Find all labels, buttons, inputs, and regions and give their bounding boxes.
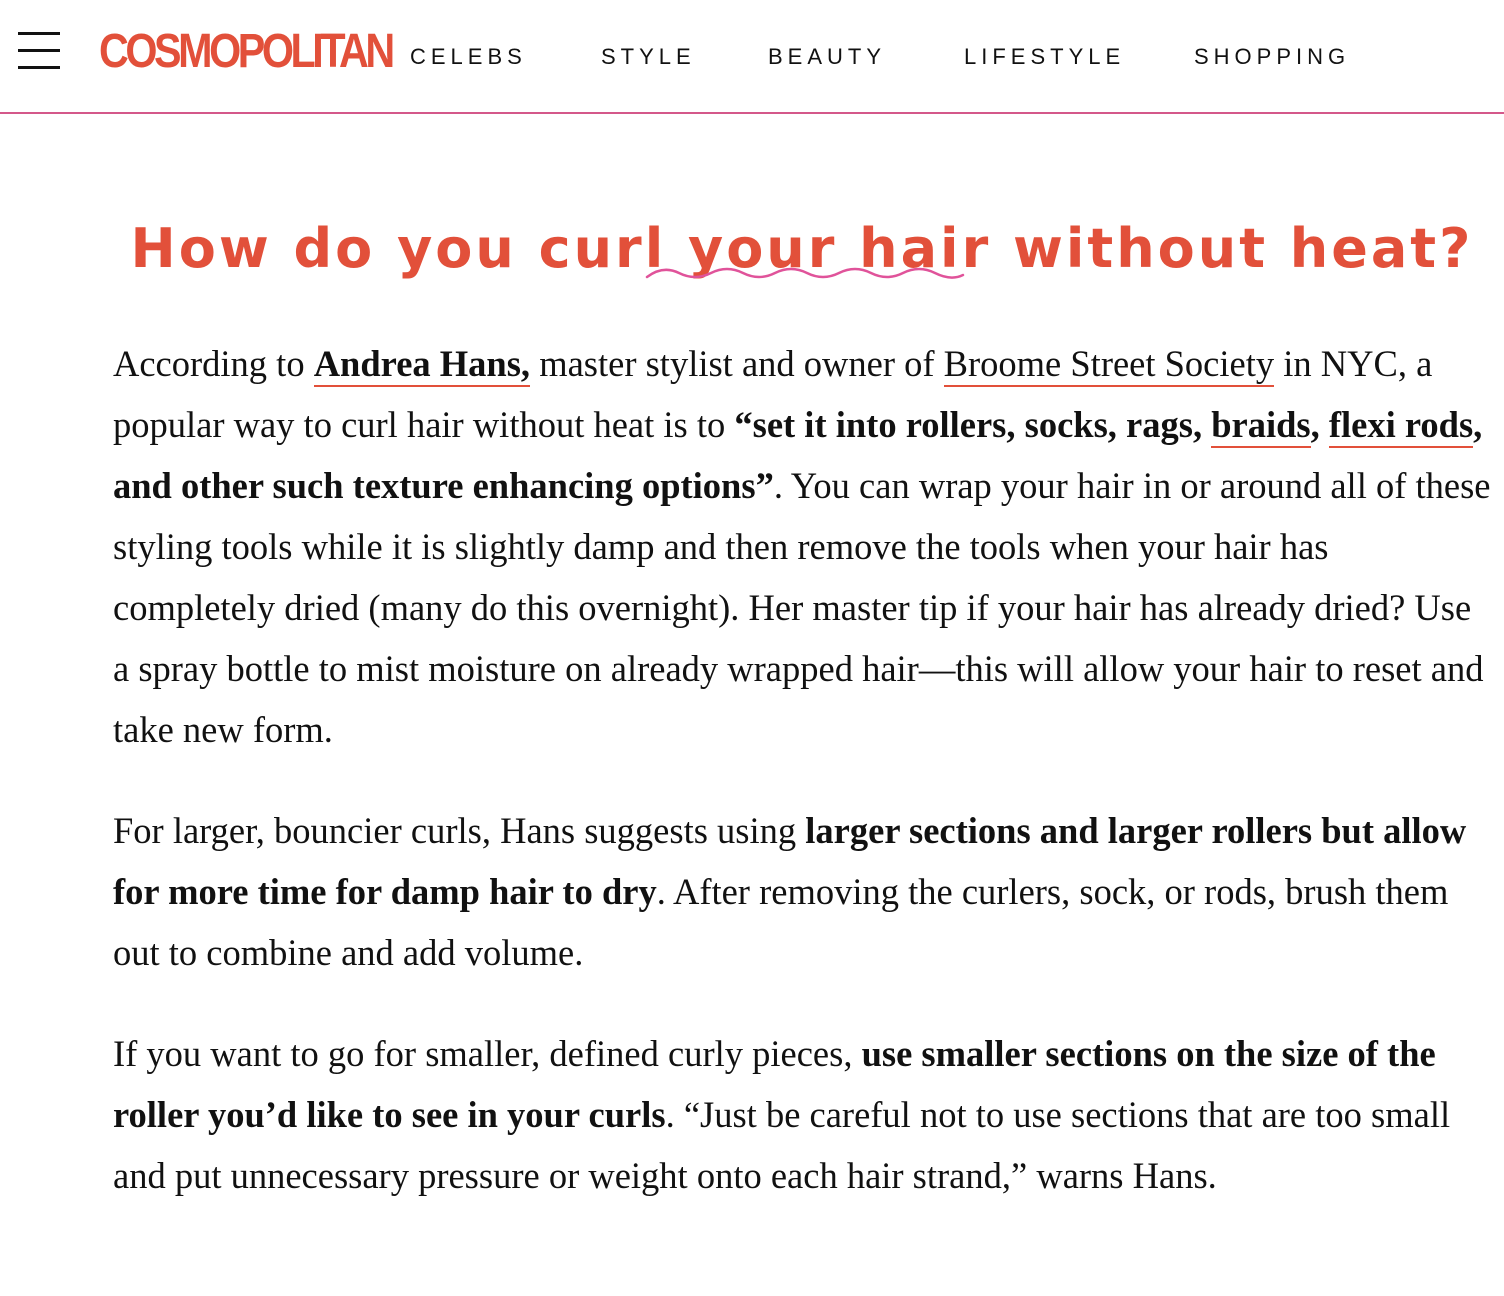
bold-text: larger sections and larger rollers but allow for more time for damp hair to dry bbox=[113, 810, 1467, 912]
link-andrea-hans[interactable] bbox=[314, 343, 530, 387]
paragraph-1 bbox=[113, 333, 1493, 760]
link-andrea-hans-label: Andrea Hans, bbox=[313, 343, 531, 384]
paragraph-text: master stylist and owner of bbox=[530, 343, 944, 384]
site-header bbox=[0, 0, 1504, 114]
paragraph-text: . You can wrap your hair in or around all of these styling tools while it is slightly damp and then remove the tools when your hair has completely dried (many do this overnight). Her master tip if your hair has already dried? Use a spray bottle to mist moisture on already wrapped hair—this will allow your hair to reset and take new form. bbox=[113, 465, 1491, 750]
paragraph-text: in NYC, a popular way to curl hair without heat is to bbox=[113, 343, 1433, 445]
link-broome-street-society[interactable]: Broome Street Society bbox=[944, 343, 1274, 387]
hamburger-menu-icon[interactable] bbox=[18, 31, 60, 71]
decorative-squiggle bbox=[645, 264, 965, 282]
nav-item-lifestyle[interactable]: LIFESTYLE bbox=[964, 44, 1126, 69]
nav-item-style[interactable]: STYLE bbox=[601, 44, 696, 69]
nav-item-shopping[interactable]: SHOPPING bbox=[1194, 44, 1351, 69]
bold-text: , and other such texture enhancing options” bbox=[113, 404, 1483, 506]
paragraph-3 bbox=[113, 1023, 1493, 1206]
link-braids-label: braids bbox=[1211, 404, 1311, 445]
nav-item-beauty[interactable]: BEAUTY bbox=[768, 44, 887, 69]
paragraph-text: . “Just be careful not to use sections that are too small and put unnecessary pressure or weight onto each hair strand,” warns Hans. bbox=[113, 1094, 1451, 1196]
paragraph-2 bbox=[113, 800, 1493, 983]
section-heading: How do you curl your hair without heat? bbox=[130, 216, 1474, 280]
paragraph-text: For larger, bouncier curls, Hans suggests using bbox=[113, 810, 806, 851]
bold-text: , bbox=[1310, 404, 1329, 445]
site-logo[interactable]: COSMOPOLITAN bbox=[99, 25, 392, 78]
bold-text: “set it into rollers, socks, rags, bbox=[734, 404, 1212, 445]
bold-text: use smaller sections on the size of the roller you’d like to see in your curls bbox=[113, 1033, 1436, 1135]
link-flexi-rods[interactable] bbox=[1329, 404, 1473, 448]
paragraph-text: If you want to go for smaller, defined curly pieces, bbox=[113, 1033, 862, 1074]
link-braids[interactable] bbox=[1211, 404, 1310, 448]
paragraph-text: According to bbox=[113, 343, 314, 384]
article-body bbox=[113, 333, 1493, 1246]
paragraph-text: . After removing the curlers, sock, or rods, brush them out to combine and add volume. bbox=[113, 871, 1449, 973]
nav-item-celebs[interactable]: CELEBS bbox=[410, 44, 527, 69]
link-flexi-rods-label: flexi rods bbox=[1328, 404, 1474, 445]
